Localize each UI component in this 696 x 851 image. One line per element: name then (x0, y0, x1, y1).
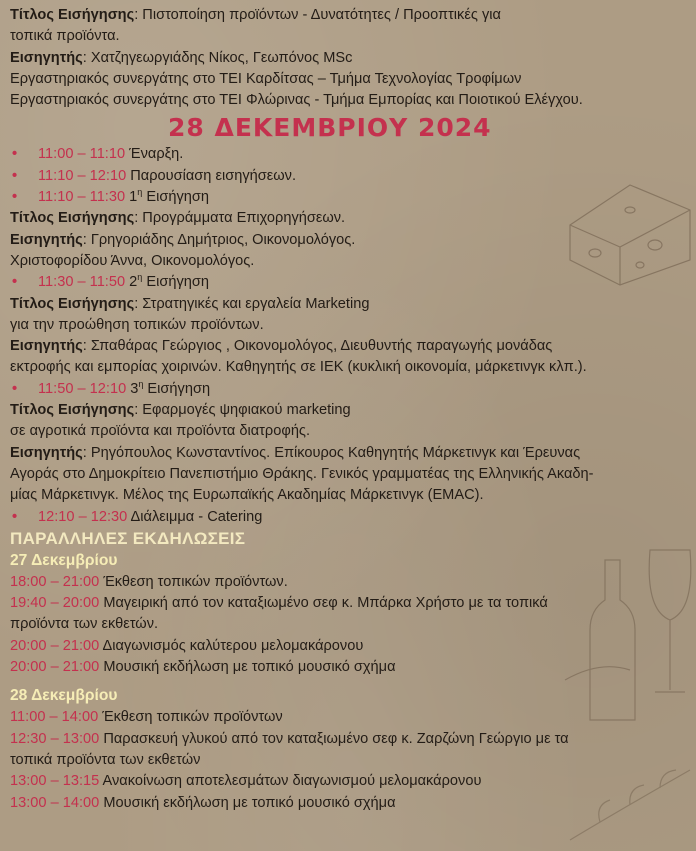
time: 20:00 – 21:00 (10, 637, 100, 654)
time: 12:30 – 13:00 (10, 730, 100, 747)
ordinal-sup: η (137, 272, 143, 283)
event-text: Μουσική εκδήλωση με τοπικό μουσικό σχήμα (99, 794, 396, 811)
talk-2-title-2: για την προώθηση τοπικών προϊόντων. (10, 316, 264, 333)
talk-1-title (10, 208, 690, 229)
bullet: • (12, 189, 18, 206)
intro-speaker-line (10, 48, 690, 69)
time: 12:10 – 12:30 (38, 508, 128, 525)
day-1-event-cont: προϊόντα των εκθετών. (10, 616, 159, 633)
bullet: • (12, 146, 18, 163)
schedule-item-talk-2 (10, 272, 690, 293)
day-2-event (10, 793, 690, 814)
title-text: : Στρατηγικές και εργαλεία Marketing (134, 295, 370, 312)
ordinal-sup: η (137, 187, 143, 198)
time: 13:00 – 13:15 (10, 773, 100, 790)
speaker-label: Εισηγητής (10, 444, 83, 461)
event-text: Παρασκευή γλυκού από τον καταξιωμένο σεφ κ. Ζαρζώνη Γεώργιο με τα (99, 730, 569, 747)
talk-1-speaker (10, 230, 690, 251)
speaker-text: : Γρηγοριάδης Δημήτριος, Οικονομολόγος. (82, 231, 356, 248)
time: 19:40 – 20:00 (10, 595, 100, 612)
talk-3-speaker-3: μίας Μάρκετινγκ. Μέλος της Ευρωπαϊκής Ακαδημίας Μάρκετινγκ (EMAC). (10, 487, 484, 504)
day-1-heading: 27 Δεκεμβρίου (10, 551, 118, 569)
day-2-event-cont: τοπικά προϊόντα των εκθετών (10, 751, 201, 768)
schedule-item-break (10, 507, 690, 528)
schedule-item-presentations (10, 166, 690, 187)
time: 11:30 – 11:50 (38, 274, 126, 291)
intro-title-text: : Πιστοποίηση προϊόντων - Δυνατότητες / Προοπτικές για (134, 7, 501, 23)
program-document (10, 0, 690, 814)
intro-speaker-label: Εισηγητής (10, 49, 83, 66)
talk-3-speaker-2: Αγοράς στο Δημοκρίτειο Πανεπιστήμιο Θράκης. Γενικός γραμματέας της Ελληνικής Ακαδη- (10, 465, 594, 482)
item-text: 2 (125, 274, 138, 291)
time: 18:00 – 21:00 (10, 573, 100, 590)
speaker-label: Εισηγητής (10, 231, 83, 248)
title-label: Τίτλος Εισήγησης (10, 210, 135, 227)
event-text: Ανακοίνωση αποτελεσμάτων διαγωνισμού μελομακάρονου (99, 773, 482, 790)
item-text: Εισήγηση (142, 274, 209, 291)
day-1-event (10, 593, 690, 614)
bullet: • (12, 508, 18, 525)
ordinal-sup: η (138, 378, 144, 389)
talk-3-title (10, 400, 690, 421)
time: 11:10 – 11:30 (38, 189, 126, 206)
event-text: Μαγειρική από τον καταξιωμένο σεφ κ. Μπάρκα Χρήστο με τα τοπικά (99, 595, 548, 612)
item-text: Εισήγηση (142, 189, 209, 206)
day-2-heading: 28 Δεκεμβρίου (10, 687, 118, 705)
time: 11:50 – 12:10 (38, 380, 127, 397)
talk-3-speaker (10, 443, 690, 464)
event-text: Έκθεση τοπικών προϊόντων (98, 709, 283, 726)
intro-title-label: Τίτλος Εισήγησης (10, 7, 135, 23)
intro-speaker-text: : Χατζηγεωργιάδης Νίκος, Γεωπόνος MSc (82, 49, 353, 66)
talk-3-title-2: σε αγροτικά προϊόντα και προϊόντα διατροφής. (10, 423, 311, 440)
item-text: Διάλειμμα - Catering (127, 508, 263, 525)
time: 13:00 – 14:00 (10, 794, 100, 811)
talk-2-speaker (10, 336, 690, 357)
main-date-heading: 28 ΔΕΚΕΜΒΡΙΟΥ 2024 (168, 113, 492, 143)
time: 11:10 – 12:10 (38, 167, 127, 184)
title-label: Τίτλος Εισήγησης (10, 402, 135, 419)
schedule-item-opening (10, 144, 690, 165)
intro-affiliation-1: Εργαστηριακός συνεργάτης στο ΤΕΙ Καρδίτσας – Τμήμα Τεχνολογίας Τροφίμων (10, 70, 522, 87)
day-2-event (10, 729, 690, 750)
day-1-event (10, 572, 690, 593)
event-text: Διαγωνισμός καλύτερου μελομακάρονου (99, 637, 364, 654)
schedule-item-talk-1 (10, 187, 690, 208)
speaker-text: : Ρηγόπουλος Κωνσταντίνος. Επίκουρος Καθηγητής Μάρκετινγκ και Έρευνας (82, 444, 581, 461)
intro-title-line (10, 5, 690, 26)
item-text: Παρουσίαση εισηγήσεων. (126, 167, 297, 184)
schedule-item-talk-3 (10, 379, 690, 400)
bullet: • (12, 274, 18, 291)
title-text: : Προγράμματα Επιχορηγήσεων. (134, 210, 346, 227)
parallel-events-heading: ΠΑΡΑΛΛΗΛΕΣ ΕΚΔΗΛΩΣΕΙΣ (10, 528, 246, 548)
time: 11:00 – 11:10 (38, 146, 126, 163)
talk-2-speaker-2: εκτροφής και εμπορίας χοιρινών. Καθηγητής σε ΙΕΚ (κυκλική οικονομία, μάρκετινγκ κλπ.). (10, 359, 587, 376)
title-label: Τίτλος Εισήγησης (10, 295, 135, 312)
speaker-label: Εισηγητής (10, 338, 83, 355)
event-text: Έκθεση τοπικών προϊόντων. (99, 573, 288, 590)
bullet: • (12, 167, 18, 184)
day-2-event (10, 707, 690, 728)
talk-1-speaker-2: Χριστοφορίδου Άννα, Οικονομολόγος. (10, 252, 255, 269)
intro-title-line-2: τοπικά προϊόντα. (10, 28, 120, 45)
item-text: Εισήγηση (143, 380, 211, 397)
time: 20:00 – 21:00 (10, 659, 100, 676)
item-text: 1 (125, 189, 138, 206)
day-1-event (10, 657, 690, 678)
bullet: • (12, 380, 18, 397)
item-text: 3 (126, 380, 139, 397)
title-text: : Εφαρμογές ψηφιακού marketing (134, 402, 351, 419)
item-text: Έναρξη. (125, 146, 184, 163)
intro-affiliation-2: Εργαστηριακός συνεργάτης στο ΤΕΙ Φλώρινας - Τμήμα Εμπορίας και Ποιοτικού Ελέγχου. (10, 92, 583, 109)
day-2-event (10, 771, 690, 792)
time: 11:00 – 14:00 (10, 709, 99, 726)
talk-2-title (10, 294, 690, 315)
event-text: Μουσική εκδήλωση με τοπικό μουσικό σχήμα (99, 659, 396, 676)
speaker-text: : Σπαθάρας Γεώργιος , Οικονομολόγος, Διευθυντής παραγωγής μονάδας (82, 338, 553, 355)
day-1-event (10, 636, 690, 657)
